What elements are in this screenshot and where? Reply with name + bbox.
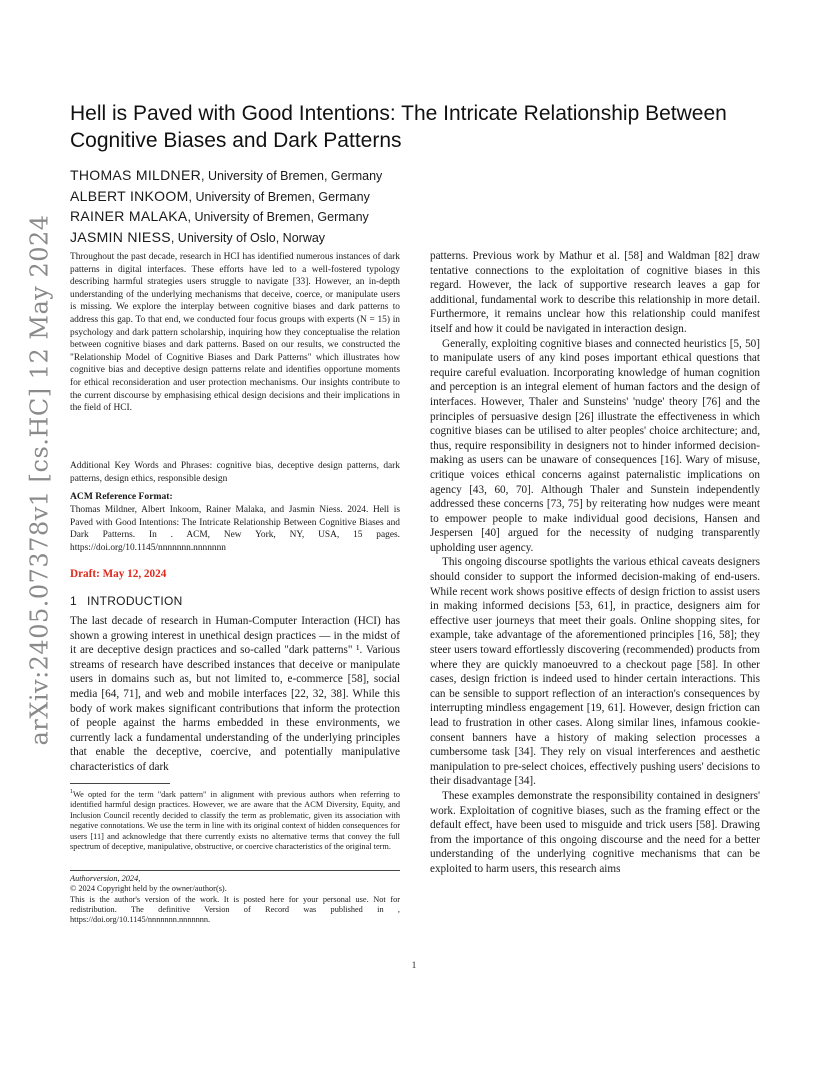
intro-text: The last decade of research in Human-Computer Interaction (HCI) has shown a growing interest in unethical design practices — in the midst of it are deceptive design practices and so-called "dark patterns" ¹. Various streams of research have described instances that deceive or manipulate users in domains such as, but not limited to, e-commerce [58], social media [64, 71], and web and mobile interfaces [22, 32, 38]. While this body of work makes significant contributions that inform the protection of people against the harms embedded in these environments, we currently lack a fundamental understanding of the underlying principles that enable the deceptive, coercive, and potentially manipulative characteristics of dark	[70, 615, 400, 773]
footnote-rule	[70, 783, 170, 784]
author-affiliation: , University of Bremen, Germany	[188, 189, 370, 204]
author-list	[70, 166, 570, 248]
author-entry	[70, 228, 570, 249]
reference-format-heading: ACM Reference Format:	[70, 491, 173, 502]
right-column	[430, 249, 760, 877]
author-entry	[70, 207, 570, 228]
body-paragraph: Generally, exploiting cognitive biases and connected heuristics [5, 50] to manipulate users of any kind poses important ethical questions that require careful evaluation. Incorporating knowledge of human cognition and perception is an integral element of human factors and the design of interfaces. However, Thaler and Sunsteins' 'nudge' theory [76] and the principles of persuasive design [26] illustrate the effectiveness in which cognitive biases can be utilised to alter peoples' choice architecture; and, thus, require responsibility in designers not to hinder informed decision-making as users can be unaware of consequences [16]. Wary of misuse, critique voices ethical concerns against paternalistic implications on agency [43, 60, 70]. Although Thaler and Sunstein independently addressed these concerns [73, 75] by reiterating how nudges were meant to empower people to make individual good decisions, Hansen and Jespersen [40] argued for the necessity of nudging transparently upholding user agency.	[430, 337, 760, 554]
arxiv-identifier	[20, 214, 60, 746]
copyright-line: © 2024 Copyright held by the owner/author(s).	[70, 884, 227, 894]
section-heading	[70, 594, 183, 608]
author-entry	[70, 166, 570, 187]
footnote-mark: 1	[70, 789, 73, 795]
copyright-rule	[70, 870, 400, 871]
keywords	[70, 460, 400, 485]
keywords-text: Additional Key Words and Phrases: cognitive bias, deceptive design patterns, dark patterns, design ethics, responsible design	[70, 461, 400, 484]
intro-paragraph	[70, 614, 400, 775]
abstract	[70, 251, 400, 415]
paper-title: Hell is Paved with Good Intentions: The Intricate Relationship Between Cognitive Biases and Dark Patterns	[70, 102, 727, 152]
author-name: ALBERT INKOOM	[70, 187, 189, 204]
footnote	[70, 787, 400, 853]
footnote-text: We opted for the term "dark pattern" in alignment with previous authors when referring to identified harmful design practices. However, we are aware that the ACM Diversity, Equity, and Inclusion Council recently decided to classify the term as problematic, given its association with negative connotations. We use the term in line with its original context of hidden consequences for users [11] and acknowledge that there currently exists no alternative terms that convey the full spectrum of deceptive, manipulative, obstructive, or coercive characteristics of the original term.	[70, 789, 400, 852]
draft-date: Draft: May 12, 2024	[70, 568, 167, 580]
copyright-notice: This is the author's version of the work. It is posted here for your personal use. Not for redistribution. The definitive Version of Record was published in , https://doi.org/10.1145/nnnnnnn.nnnnnnn.	[70, 894, 400, 925]
author-affiliation: , University of Oslo, Norway	[170, 230, 326, 245]
abstract-text: Throughout the past decade, research in HCI has identified numerous instances of dark patterns in digital interfaces. These efforts have led to a well-fostered typology describing harmful strategies users struggle to navigate [33]. However, an in-depth understanding of the underlying mechanisms that deceive, coerce, or manipulate users is missing. We explore the interplay between cognitive biases and dark patterns to address this gap. To that end, we conducted four focus groups with experts (N = 15) in psychology and dark pattern scholarship, inquiring how they conceptualise the relation between cognitive biases and dark patterns. Based on our results, we constructed the "Relationship Model of Cognitive Biases and Dark Patterns" which illustrates how cognitive bias and deceptive design patterns relate and identifies opportune moments for ethical reconsideration and user protection mechanisms. Our insights contribute to the current discourse by emphasising ethical design decisions and their implications in the field of HCI.	[70, 252, 400, 414]
arxiv-identifier-text: arXiv:2405.07378v1 [cs.HC] 12 May 2024	[26, 214, 54, 746]
copyright-block	[70, 874, 400, 925]
body-paragraph: This ongoing discourse spotlights the various ethical caveats designers should consider to support the informed decision-making of end-users. While recent work shows positive effects of design friction to assist users in making informed decisions [53, 61], in practice, designers aim for effective user journeys that meet their goals. Online shopping sites, for example, take advantage of the aforementioned principles [16, 58]; they steer users toward effortlessly discovering (recommended) products from where they are quickly manoeuvred to a checkout page [58]. In other cases, design friction is indeed used to hinder certain interactions. This can be sensible to support reflection of an interaction's consequences by interrupting mindless engagement [19, 61]. However, design friction can lead to frustration in other cases. Along similar lines, infamous cookie-consent banners have a history of making selection processes a cumbersome task [34]. They rely on visual interferences and aesthetic manipulation to pre-select choices, effectively pushing users' decisions to their disadvantage [34].	[430, 556, 760, 788]
body-paragraph: patterns. Previous work by Mathur et al. [58] and Waldman [82] draw tentative connections to the exploitation of cognitive biases in this regard. However, the lack of supportive research leaves a gap for additional, fundamental work to describe this relationship in more detail. Furthermore, it remains unclear how this relationship could manifest itself and how it could be navigated in interaction design.	[430, 250, 760, 335]
author-affiliation: , University of Bremen, Germany	[187, 210, 369, 224]
author-name: RAINER MALAKA	[70, 208, 188, 224]
reference-format	[70, 504, 400, 554]
copyright-venue: Authorversion, 2024,	[70, 874, 141, 883]
section-number: 1	[70, 594, 77, 608]
author-name: THOMAS MILDNER	[70, 167, 201, 183]
section-title: INTRODUCTION	[86, 594, 183, 608]
body-paragraph: These examples demonstrate the responsibility contained in designers' work. Exploitation of cognitive biases, such as the framing effect or the default effect, have been used to misguide and trick users [58]. Drawing from the importance of this ongoing discourse and the need for a better understanding of the underlying cognitive mechanisms that can be exploited to harm users, this research aims	[430, 789, 760, 875]
page-number: 1	[411, 960, 417, 970]
reference-format-text: Thomas Mildner, Albert Inkoom, Rainer Malaka, and Jasmin Niess. 2024. Hell is Paved with Good Intentions: The Intricate Relationship Between Cognitive Biases and Dark Patterns. In . ACM, New York, NY, USA, 15 pages. https://doi.org/10.1145/nnnnnnn.nnnnnnn	[70, 505, 400, 553]
author-affiliation: , University of Bremen, Germany	[201, 169, 383, 183]
author-entry	[70, 187, 570, 208]
author-name: JASMIN NIESS	[70, 228, 171, 245]
